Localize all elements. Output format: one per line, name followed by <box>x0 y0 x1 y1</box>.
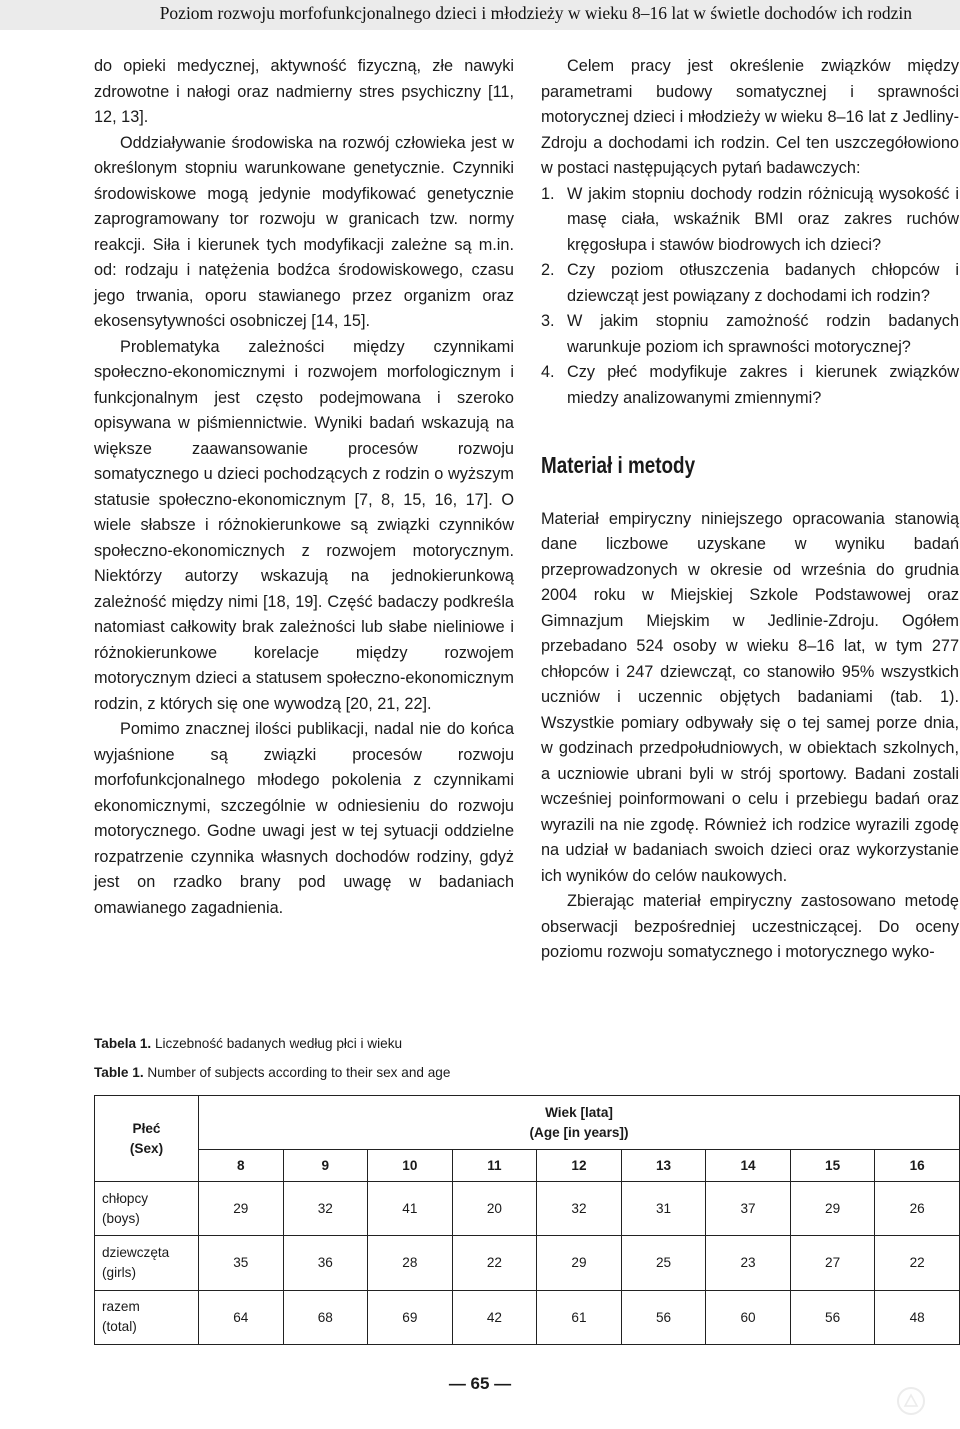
table-cell: 25 <box>621 1236 706 1290</box>
aim-paragraph: Celem pracy jest określenie związków między parametrami budowy somatycznej i sprawności motorycznej dzieci i młodzieży w wieku 8–16 lat z Jedliny-Zdroju a dochodami ich rodzin. Cel ten uszczegółowiono w postaci następujących pytań badawczych: <box>541 57 959 177</box>
research-questions <box>541 182 959 412</box>
table-cell: 48 <box>875 1290 960 1344</box>
age-col-header: 11 <box>452 1150 537 1182</box>
row-label: razem (total) <box>95 1290 199 1344</box>
table-cell: 32 <box>537 1182 622 1236</box>
table-row <box>95 1236 960 1290</box>
subjects-table <box>94 1095 960 1345</box>
table-cell: 31 <box>621 1182 706 1236</box>
age-col-header: 15 <box>790 1150 875 1182</box>
table-caption-pl: Tabela 1. Liczebność badanych według płci i wieku <box>94 1036 403 1051</box>
paragraph: Zbierając materiał empiryczny zastosowano metodę obserwacji bezpośredniej uczestniczącej. Do oceny poziomu rozwoju somatycznego i motorycznego wyko- <box>541 892 959 961</box>
table-cell: 69 <box>368 1290 453 1344</box>
age-col-header: 10 <box>368 1150 453 1182</box>
age-col-header: 16 <box>875 1150 960 1182</box>
list-item: 4. Czy płeć modyfikuje zakres i kierunek związków miedzy analizowanymi zmiennymi? <box>541 363 959 407</box>
paragraph: do opieki medycznej, aktywność fizyczną, złe nawyki zdrowotne i nałogi oraz nadmierny stres psychiczny [11, 12, 13]. <box>94 57 514 126</box>
table-cell: 41 <box>368 1182 453 1236</box>
table-cell: 64 <box>199 1290 284 1344</box>
table-cell: 29 <box>537 1236 622 1290</box>
table-cell: 29 <box>199 1182 284 1236</box>
row-label: chłopcy (boys) <box>95 1182 199 1236</box>
table-cell: 56 <box>790 1290 875 1344</box>
list-item: 3. W jakim stopniu zamożność rodzin badanych warunkuje poziom ich sprawności motorycznej? <box>541 312 959 356</box>
table-cell: 20 <box>452 1182 537 1236</box>
paragraph: Problematyka zależności między czynnikami społeczno-ekonomicznymi i rozwojem morfologicznym i funkcjonalnym jest często podejmowana i szeroko opisywana w piśmiennictwie. Wyniki badań wskazują na większe zaawansowanie procesów rozwoju somatycznego u dzieci pochodzących z rodzin o wyższym statusie społeczno-ekonomicznym [7, 8, 15, 16, 17]. O wiele słabsze i różnokierunkowe są związki czynników społeczno-ekonomicznych z rozwojem motorycznym. Niektórzy autorzy wskazują na jednokierunkową zależność między nimi [18, 19]. Część badaczy podkreśla natomiast całkowity brak zależności lub słabe nieliniowe i różnokierunkowe korelacje między rozwojem motorycznym dzieci a statusem społeczno-ekonomicznym rodzin, z których się one wywodzą [20, 21, 22]. <box>94 337 514 713</box>
table-cell: 56 <box>621 1290 706 1344</box>
table-cell: 61 <box>537 1290 622 1344</box>
table-cell: 36 <box>283 1236 368 1290</box>
right-column <box>541 54 959 966</box>
table-cell: 35 <box>199 1236 284 1290</box>
row-label: dziewczęta (girls) <box>95 1236 199 1290</box>
table-cell: 42 <box>452 1290 537 1344</box>
table-cell: 27 <box>790 1236 875 1290</box>
table-cell: 29 <box>790 1182 875 1236</box>
age-col-header: 9 <box>283 1150 368 1182</box>
running-header <box>0 0 960 30</box>
age-col-header: 14 <box>706 1150 791 1182</box>
table-cell: 23 <box>706 1236 791 1290</box>
paragraph: Materiał empiryczny niniejszego opracowania stanowią dane liczbowe uzyskane w wyniku badań przeprowadzonych w okresie od września do grudnia 2004 roku w Miejskiej Szkole Podstawowej oraz Gimnazjum Miejskim w Jedlinie-Zdroju. Ogółem przebadano 524 osoby w wieku 8–16 lat, w tym 277 chłopców i 247 dziewcząt, co stanowiło 95% wszystkich uczniów i uczennic objętych badaniami (tab. 1). Wszystkie pomiary odbywały się o tej samej porze dnia, w godzinach przedpołudniowych, w obiektach szkolnych, a uczniowie ubrani byli w strój sportowy. Badani zostali wcześniej poinformowani o celu i przebiegu badań oraz wyrazili na nie zgodę. Również ich rodzice wyrazili zgodę na udział w badaniach swoich dzieci oraz wykorzystanie ich wyników do celów naukowych. <box>541 509 959 885</box>
table-cell: 68 <box>283 1290 368 1344</box>
age-col-header: 8 <box>199 1150 284 1182</box>
list-item: 2. Czy poziom otłuszczenia badanych chłopców i dziewcząt jest powiązany z dochodami ich rodzin? <box>541 261 959 305</box>
table-cell: 22 <box>452 1236 537 1290</box>
age-header: Wiek [lata] (Age [in years]) <box>199 1096 960 1150</box>
list-item: 1. W jakim stopniu dochody rodzin różnicują wysokość i masę ciała, wskaźnik BMI oraz zakres ruchów kręgosłupa i stawów biodrowych ich dzieci? <box>541 184 959 254</box>
table-row <box>95 1182 960 1236</box>
running-title: Poziom rozwoju morfofunkcjonalnego dzieci i młodzieży w wieku 8–16 lat w świetle dochodów ich rodzin <box>159 3 912 23</box>
section-heading: Materiał i metody <box>541 452 696 478</box>
table-caption-en: Table 1. Number of subjects according to their sex and age <box>94 1065 451 1080</box>
table-cell: 32 <box>283 1182 368 1236</box>
age-col-header: 12 <box>537 1150 622 1182</box>
sex-header: Płeć (Sex) <box>95 1096 199 1182</box>
left-column <box>94 54 514 921</box>
table-row <box>95 1290 960 1344</box>
page-number: — 65 — <box>448 1374 512 1393</box>
paragraph: Pomimo znacznej ilości publikacji, nadal nie do końca wyjaśnione są związki procesów rozwoju morfofunkcjonalnego młodego pokolenia z czynnikami ekonomicznymi, szczególnie w odniesieniu do rozwoju motorycznego. Godne uwagi jest w tej sytuacji oddzielne rozpatrzenie czynnika własnych dochodów rodziny, gdyż jest on rzadko brany pod uwagę w badaniach omawianego zagadnienia. <box>94 720 514 917</box>
table-cell: 60 <box>706 1290 791 1344</box>
table-cell: 28 <box>368 1236 453 1290</box>
table-cell: 37 <box>706 1182 791 1236</box>
age-col-header: 13 <box>621 1150 706 1182</box>
circular-watermark-icon <box>896 1386 926 1416</box>
table-cell: 22 <box>875 1236 960 1290</box>
table-cell: 26 <box>875 1182 960 1236</box>
paragraph: Oddziaływanie środowiska na rozwój człowieka jest w określonym stopniu warunkowane genetycznie. Czynniki środowiskowe mogą jedynie modyfikować genetycznie zaprogramowany tor rozwoju w granicach tzw. normy reakcji. Siła i kierunek tych modyfikacji zależne są m.in. od: rodzaju i natężenia bodźca środowiskowego, czasu jego trwania, oporu stawianego przez organizm oraz ekosensytywności osobniczej [14, 15]. <box>94 133 514 330</box>
